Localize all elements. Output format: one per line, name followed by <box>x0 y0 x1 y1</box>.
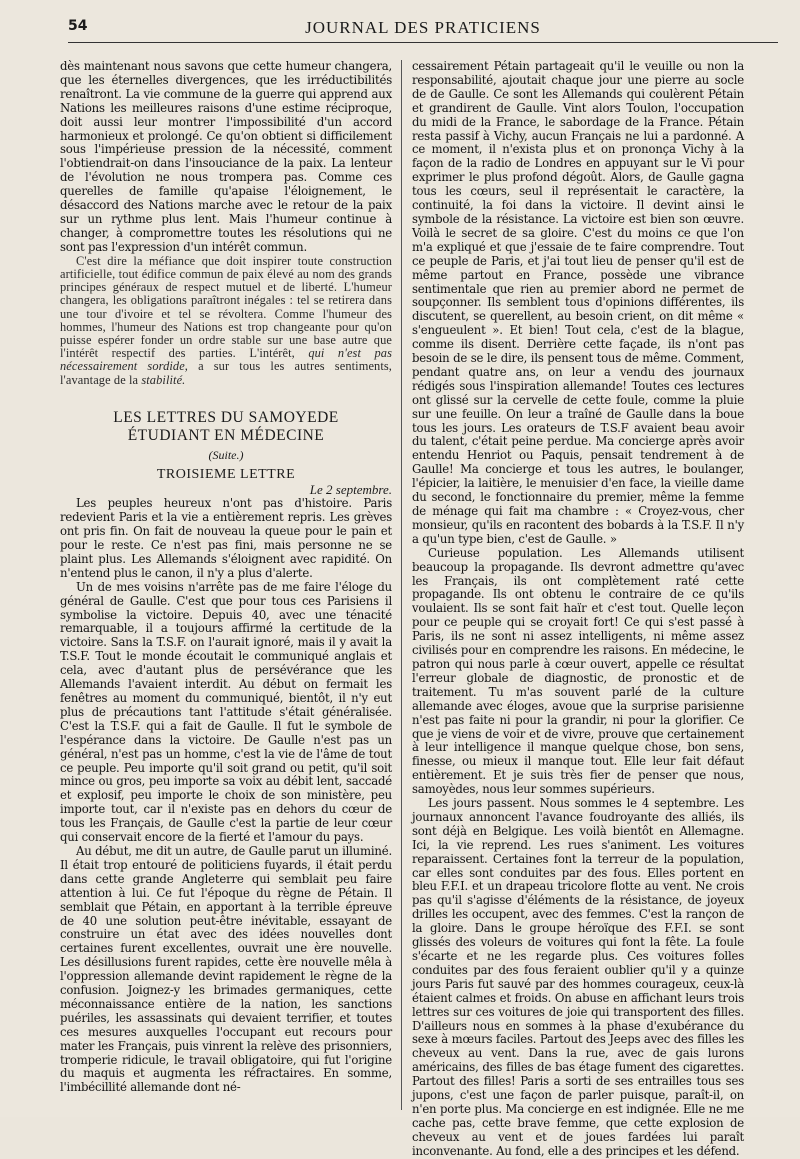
paragraph-mefiance-text: C'est dire la méfiance que doit inspirer toute construction artificielle, tout édifice commun de paix élevé au nom des grands principes généraux de respect mutuel et de liberté. L'humeur changera, les obligations paraîtront inégales : tel se retirera dans une tour d'ivoire et tel se révoltera. Comme l'humeur des hommes, l'humeur des Nations est trop changeante pour qu'on puisse espérer fonder un ordre stable sur une base autre que l'intérêt respectif des parties. L'intérêt, <box>60 253 392 361</box>
paragraph-jours-passent: Les jours passent. Nous sommes le 4 septembre. Les journaux annoncent l'avance foudroyante des alliés, ils sont déjà en Belgique. Les voilà bientôt en Allemagne. Ici, la vie reprend. Les rues s'animent. Les voitures reparaissent. Certaines font la terreur de la population, car elles sont conduites par des fous. Elles portent en bleu F.F.I. et un drapeau tricolore flotte au vent. Ne crois pas qu'il s'agisse d'éléments de la résistance, de joyeux drilles les occupent, avec des femmes. C'est la rançon de la gloire. Dans le groupe héroïque des F.F.I. se sont glissés des voleurs de voitures qui font la fête. La foule s'écarte et ne les regarde plus. Ces voitures folles conduites par des fous feraient oublier qu'il y a quinze jours Paris fut sauvé par des hommes courageux, ceux-là étaient calmes et froids. On abuse en affichant leurs trois lettres sur ces voitures de joie qui transportent des filles. D'ailleurs nous en sommes à la phase d'exubérance du sexe à mœurs faciles. Partout des Jeeps avec des filles les cheveux au vent. Dans la rue, avec de gais lurons américains, des filles de bas étage fument des cigarettes. Partout des filles! Paris a sorti de ses entrailles tous ses jupons, c'est une façon de parler puisque, paraît-il, on n'en porte plus. Ma concierge en est indignée. Elle ne me cache pas, cette brave femme, que cette explosion de cheveux au vent et de joues fardées lui paraît inconvenante. Au fond, elle a des principes et les défend. <box>412 796 744 1158</box>
right-column <box>412 59 744 1158</box>
paragraph-peuples-heureux: Les peuples heureux n'ont pas d'histoire. Paris redevient Paris et la vie a entièrement repris. Les grèves ont pris fin. On fait de nouveau la queue pour le pain et pour le reste. Ce n'est pas fini, mais personne ne se plaint plus. Les Allemands s'éloignent avec rapidité. On n'entend plus le canon, il n'y a plus d'alerte. <box>60 496 392 580</box>
article-title <box>60 409 392 445</box>
paragraph-mefiance-text-end: a sur tous les autres sentiments, l'avantage de la <box>60 359 392 387</box>
paragraph-petain-de-gaulle: cessairement Pétain partageait qu'il le veuille ou non la responsabilité, ajoutait chaque jour une pierre au socle de de Gaulle. Ce sont les Allemands qui coulèrent Pétain et grandirent de Gaulle. Vint alors Toulon, l'occupation du midi de la France, le sabordage de la France. Pétain resta passif à Vichy, aucun Français ne lui a pardonné. A ce moment, il n'exista plus et on prononça Vichy à la façon de la radio de Londres en appuyant sur le Vi pour exprimer le plus profond dégoût. Alors, de Gaulle gagna tous les cœurs, seul il représentait le caractère, la continuité, la foi dans la victoire. Il devint ainsi le symbole de la résistance. La victoire est bien son œuvre. Voilà le secret de sa gloire. C'est du moins ce que l'on m'a expliqué et que j'essaie de te faire comprendre. Tout ce peuple de Paris, et j'ai tout lieu de penser qu'il est de même partout en France, possède une vibrance sentimentale que rien au premier abord ne permet de soupçonner. Ils semblent tous d'opinions différentes, ils discutent, se querellent, au besoin crient, on dit même « s'engueulent ». Et bien! Tout cela, c'est de la blague, comme ils disent. Derrière cette façade, ils n'ont pas besoin de se le dire, ils pensent tous de même. Comment, pendant quatre ans, on leur a vendu des journaux rédigés sous l'inspiration allemande! Toutes ces lectures ont glissé sur la cervelle de cette foule, comme la pluie sur une feuille. On leur a traîné de Gaulle dans la boue tous les jours. Les orateurs de T.S.F avaient beau avoir du talent, c'était peine perdue. Ma concierge après avoir entendu Henriot ou Paquis, pensait tendrement à de Gaulle! Ma concierge et tous les autres, le boulanger, l'épicier, la laitière, le menuisier d'en face, la vieille dame du second, le fonctionnaire du premier, même la femme de ménage qui fait ma chambre : « Croyez-vous, cher monsieur, qu'ils en racontent des bobards à la T.S.F. Il n'y a qu'un type bien, c'est de Gaulle. » <box>412 59 744 546</box>
article-title-line2: ÉTUDIANT EN MÉDECINE <box>127 426 325 444</box>
paragraph-humeur: dès maintenant nous savons que cette humeur changera, que les éternelles divergences, que les irréductibilités renaîtront. La vie commune de la guerre qui apprend aux Nations les meilleures raisons d'une estime réciproque, doit aussi leur montrer l'impossibilité d'un accord harmonieux et prolongé. Ce qu'on obtient si difficilement sous l'impérieuse pression de la nécessité, comment l'obtiendrait-on dans l'insouciance de la paix. La lenteur de l'évolution ne nous trompera pas. Comme ces querelles de famille qu'apaise l'éloignement, le désaccord des Nations marche avec le retour de la paix sur un rythme plus lent. Mais l'humeur continue à changer, à compromettre toutes les résolutions qui ne sont pas l'expression d'un intérêt commun. <box>60 59 392 254</box>
letter-date: Le 2 septembre. <box>309 482 392 498</box>
paragraph-illumine: Au début, me dit un autre, de Gaulle parut un illuminé. Il était trop entouré de politiciens fuyards, il était perdu dans cette grande Angleterre qui semblait peu faire attention à lui. Ce fut l'époque du règne de Pétain. Il semblait que Pétain, en apportant à la terrible épreuve de 40 une solution peut-être inévitable, essayant de construire un état avec des idées nouvelles dont certaines furent excellentes, ouvrait une ère nouvelle. Les désillusions furent rapides, cette ère nouvelle mêla à l'oppression allemande devint rapidement le règne de la confusion. Joignez-y les brimades germaniques, cette méconnaissance entière de la nation, les sanctions puériles, les assassinats qui devaient terrifier, et toutes ces mesures auxquelles l'occupant eut recours pour mater les Français, puis vinrent la relève des prisonniers, tromperie ridicule, le travail obligatoire, qui fut l'origine du maquis et augmenta les réfractaires. En somme, l'imbécillité allemande dont né- <box>60 843 392 1095</box>
article-suite-label: (Suite.) <box>208 447 244 462</box>
header-rule <box>68 42 778 43</box>
paragraph-voisin-de-gaulle: Un de mes voisins n'arrête pas de me faire l'éloge du général de Gaulle. C'est que pour tous ces Parisiens il symbolise la victoire. Depuis 40, avec une ténacité remarquable, il a toujours affirmé la certitude de la victoire. Sans la T.S.F. on l'aurait ignoré, mais il y avait la T.S.F. Tout le monde écoutait le communiqué anglais et cela, avec d'autant plus de persévérance que les Allemands l'avaient interdit. Au début on fermait les fenêtres au moment du communiqué, bientôt, il n'y eut plus de précautions tant l'attitude s'était généralisée. C'est la T.S.F. qui a fait de Gaulle. Il fut le symbole de l'espérance dans la victoire. De Gaulle n'est pas un général, n'est pas un homme, c'est la vie de l'âme de tout ce peuple. Peu importe qu'il soit grand ou petit, qu'il soit mince ou gros, peu importe sa voix au débit lent, saccadé et explosif, peu importe le choix de son ministère, peu importe tout, car il n'existe pas en dehors du cœur de tous les Français, de Gaulle c'est la partie de leur cœur qui conservait encore de la fierté et l'amour du pays. <box>60 579 392 845</box>
page-header <box>68 12 778 46</box>
paragraph-mefiance-italic-stabilite: stabilité. <box>141 372 186 387</box>
left-column <box>60 60 392 1105</box>
article-title-line1: LES LETTRES DU SAMOYEDE <box>113 408 339 426</box>
letter-title: TROISIEME LETTRE <box>156 466 296 482</box>
paragraph-curieuse-population: Curieuse population. Les Allemands utilisent beaucoup la propagande. Ils devront admettre qu'avec les Français, ils ont complètement raté cette propagande. Ils ont obtenu le contraire de ce qu'ils voulaient. Ils se sont fait haïr et c'est tout. Quelle leçon pour ce peuple qui se croyait fort! Ce qui s'est passé à Paris, ils ne sont ni assez intelligents, ni même assez civilisés pour en comprendre les raisons. En médecine, le patron qui nous parle à cœur ouvert, appelle ce résultat l'erreur globale de diagnostic, de pronostic et de traitement. Tu m'as souvent parlé de la culture allemande avec éloges, avoue que la surprise parisienne n'est pas faite ni pour la grandir, ni pour la glorifier. Ce que je viens de voir et de vivre, prouve que certainement à leur intelligence il manque quelque chose, bon sens, finesse, ou mieux il manque tout. Elle leur fait défaut entièrement. Et je suis très fier de penser que nous, samoyèdes, nous leur sommes supérieurs. <box>412 545 744 797</box>
journal-title: JOURNAL DES PRATICIENS <box>305 18 541 37</box>
paragraph-mefiance-italic-sordide: qui n'est pas nécessairement sordide, <box>60 346 392 374</box>
column-divider <box>401 60 402 1110</box>
page-number: 54 <box>68 18 88 34</box>
paragraph-mefiance <box>60 255 392 387</box>
